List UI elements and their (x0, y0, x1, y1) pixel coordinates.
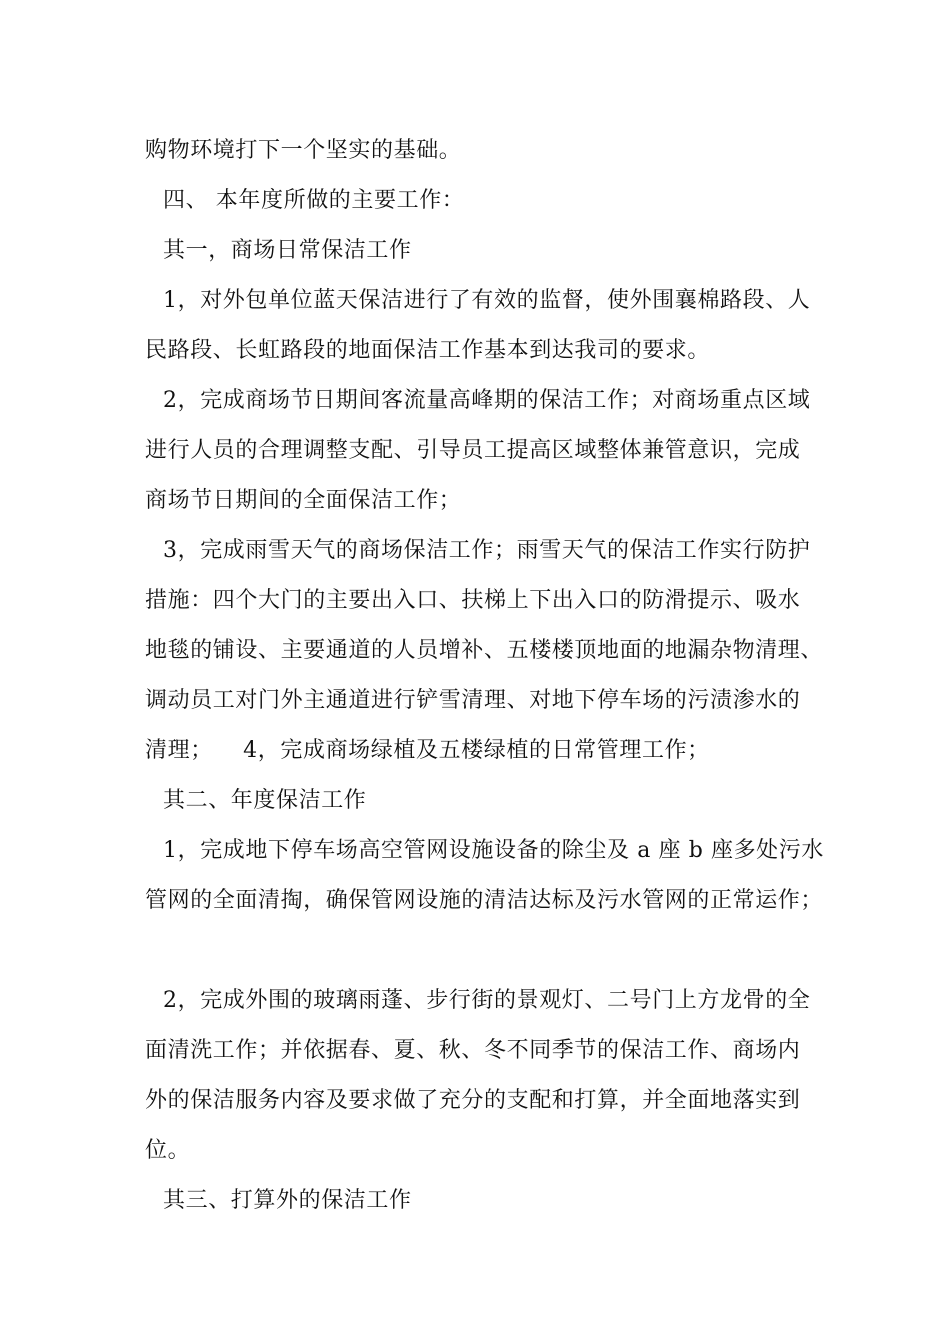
text-line: 措施：四个大门的主要出入口、扶梯上下出入口的防滑提示、吸水 (145, 588, 801, 613)
text-line: 清理； 4，完成商场绿植及五楼绿植的日常管理工作； (145, 738, 710, 763)
text-line: 位。 (145, 1138, 191, 1163)
text-line: 管网的全面清掏，确保管网设施的清洁达标及污水管网的正常运作； (145, 888, 824, 913)
text-line: 2，完成商场节日期间客流量高峰期的保洁工作；对商场重点区域 (163, 388, 811, 413)
text-line: 1，对外包单位蓝天保洁进行了有效的监督，使外围襄棉路段、人 (163, 288, 811, 313)
text-line: 购物环境打下一个坚实的基础。 (145, 138, 462, 163)
text-line: 地毯的铺设、主要通道的人员增补、五楼楼顶地面的地漏杂物清理、 (145, 638, 824, 663)
text-line: 2，完成外围的玻璃雨蓬、步行街的景观灯、二号门上方龙骨的全 (163, 988, 811, 1013)
text-line: 进行人员的合理调整支配、引导员工提高区域整体兼管意识，完成 (145, 438, 801, 463)
text-line: 面清洗工作；并依据春、夏、秋、冬不同季节的保洁工作、商场内 (145, 1038, 801, 1063)
subsection-heading: 其三、打算外的保洁工作 (163, 1188, 412, 1213)
text-line: 商场节日期间的全面保洁工作； (145, 488, 462, 513)
text-line: 1，完成地下停车场高空管网设施设备的除尘及 a 座 b 座多处污水 (163, 838, 824, 863)
text-line: 民路段、长虹路段的地面保洁工作基本到达我司的要求。 (145, 338, 711, 363)
subsection-heading: 其二、年度保洁工作 (163, 788, 367, 813)
text-line: 外的保洁服务内容及要求做了充分的支配和打算，并全面地落实到 (145, 1088, 801, 1113)
subsection-heading: 其一，商场日常保洁工作 (163, 238, 412, 263)
text-line: 调动员工对门外主通道进行铲雪清理、对地下停车场的污渍渗水的 (145, 688, 801, 713)
section-heading: 四、 本年度所做的主要工作： (163, 188, 465, 213)
text-line: 3，完成雨雪天气的商场保洁工作；雨雪天气的保洁工作实行防护 (163, 538, 811, 563)
